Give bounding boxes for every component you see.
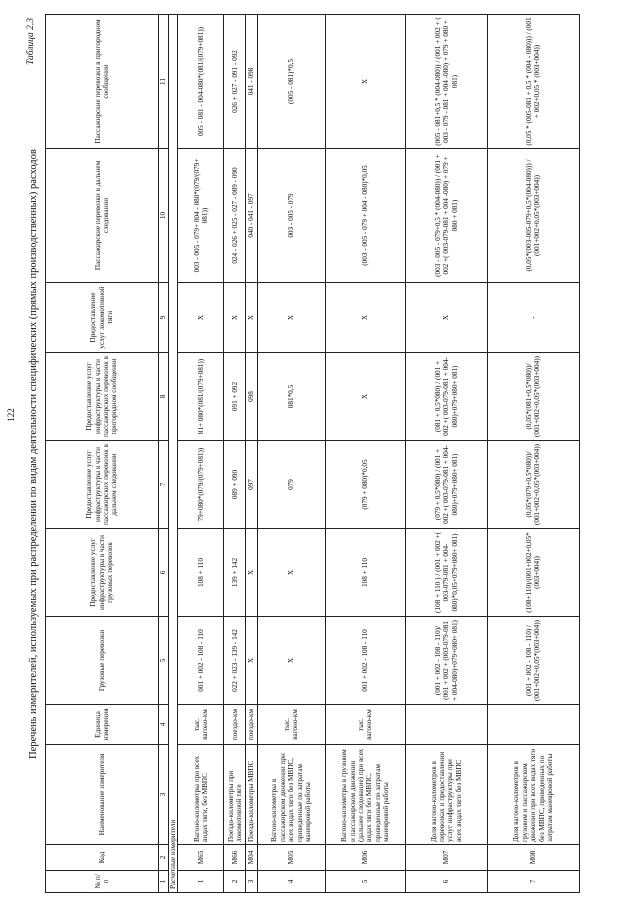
cell-infra-freight: X bbox=[246, 529, 257, 617]
row-measure-name: Доля вагоно-километров в перевозках и предоставлении услуг инфраструктуры при всех видах тяги без МВПС bbox=[405, 745, 487, 845]
header-cell: № п/п bbox=[46, 871, 159, 893]
column-number: 11 bbox=[159, 15, 169, 149]
table-row bbox=[257, 15, 325, 893]
row-number: 7 bbox=[487, 871, 579, 893]
header-cell: Предоставление услуг инфраструктуры в части пассажирских перевозок в пригородном сообщении bbox=[46, 353, 159, 441]
column-number: 9 bbox=[159, 283, 169, 353]
table-caption: Перечень измерителей, используемых при распределении по видам деятельности специфических (прямых производственных) расходов bbox=[28, 149, 39, 759]
row-code: М65 bbox=[178, 845, 224, 871]
cell-infra-suburban: 81+ 080*(081/(079+081)) bbox=[178, 353, 224, 441]
row-unit: тыс. вагоно-км bbox=[325, 705, 405, 745]
column-number: 4 bbox=[159, 705, 169, 745]
column-number: 5 bbox=[159, 617, 169, 705]
cell-locomotive: X bbox=[246, 283, 257, 353]
cell-infra-freight: X bbox=[257, 529, 325, 617]
cell-infra-freight: 139 + 142 bbox=[224, 529, 246, 617]
column-number: 3 bbox=[159, 745, 169, 845]
column-number: 6 bbox=[159, 529, 169, 617]
row-measure-name: Вагоно-километры в пассажирском движении при всех видах тяги без МВПС, приведенные по затратам маневровой работы bbox=[257, 745, 325, 845]
cell-infra-freight: 108 + 110 bbox=[178, 529, 224, 617]
cell-infra-suburban: (0,05*(081+0,5*080))/ (001+002+0,05*(003+004)) bbox=[487, 353, 579, 441]
header-cell: Предоставление услуг инфраструктуры в части пассажирских перевозок в дальнем следовании bbox=[46, 441, 159, 529]
header-cell: Предоставление услуг инфраструктуры в части грузовых перевозок bbox=[46, 529, 159, 617]
header-cell: Единица измерения bbox=[46, 705, 159, 745]
cell-freight: X bbox=[246, 617, 257, 705]
row-code: М05 bbox=[257, 845, 325, 871]
table-row bbox=[325, 15, 405, 893]
column-number: 1 bbox=[159, 871, 169, 893]
row-unit: тыс. вагоно-км bbox=[178, 705, 224, 745]
cell-freight: 001 + 002 - 108 - 110 bbox=[178, 617, 224, 705]
cell-freight: 022 + 023 - 139 - 142 bbox=[224, 617, 246, 705]
row-code: М08 bbox=[487, 845, 579, 871]
table-label: Таблица 2.3 bbox=[26, 18, 36, 65]
row-measure-name: Вагоно-километры при всех видах тяги, без МВПС bbox=[178, 745, 224, 845]
measures-table bbox=[45, 14, 580, 893]
row-unit: тыс. вагоно-км bbox=[257, 705, 325, 745]
row-code: М04 bbox=[246, 845, 257, 871]
cell-pass-suburban: (005 - 081)*0,5 bbox=[257, 15, 325, 149]
cell-infra-freight: 108 + 110 bbox=[325, 529, 405, 617]
cell-pass-suburban: (005 - 081+0,5 * (004-080)) / (001 + 002 + ( 003 - 079 - 081 + 004 -080) + 079 + 080 + 081) bbox=[405, 15, 487, 149]
column-number: 2 bbox=[159, 845, 169, 871]
header-cell: Пассажирские перевозки в дальнем следовании bbox=[46, 149, 159, 283]
cell-infra-long-distance: 097 bbox=[246, 441, 257, 529]
cell-locomotive: X bbox=[224, 283, 246, 353]
cell-pass-suburban: 041 - 098 bbox=[246, 15, 257, 149]
cell-pass-suburban: (0,05 * (005-081 + 0,5 * (004 - 080))) / (001 + 002+0,05 * (003+004)) bbox=[487, 15, 579, 149]
row-number: 6 bbox=[405, 871, 487, 893]
cell-pass-long-distance: (0,05*(003-005-079+0,5*(004-080))) / (001+002+0,05*(003+004)) bbox=[487, 149, 579, 283]
cell-infra-suburban: 081*0,5 bbox=[257, 353, 325, 441]
cell-infra-suburban: 098 bbox=[246, 353, 257, 441]
section-row bbox=[169, 15, 178, 893]
cell-infra-long-distance: 089 + 090 bbox=[224, 441, 246, 529]
table-row bbox=[405, 15, 487, 893]
row-measure-name: Вагоно-километры в грузовом и пассажирском движении (дальнее следование) при всех видах тяги без МВПС, приведенные по затратам маневровой работы bbox=[325, 745, 405, 845]
header-cell: Грузовые перевозки bbox=[46, 617, 159, 705]
cell-infra-long-distance: 079 bbox=[257, 441, 325, 529]
row-code: М07 bbox=[405, 845, 487, 871]
row-unit: поездо-км bbox=[246, 705, 257, 745]
row-measure-name: Доля вагоно-километров в грузовом и пассажирском движении при всех видах тяги без МВПС, приведенных по затратам маневровой работы bbox=[487, 745, 579, 845]
row-unit bbox=[487, 705, 579, 745]
header-cell: Код bbox=[46, 845, 159, 871]
cell-freight: (001 + 002 - 108 - 110)/ (001 + 002 + (003-079-081 + 004-080)+079+080+ 081) bbox=[405, 617, 487, 705]
cell-locomotive: X bbox=[405, 283, 487, 353]
row-number: 4 bbox=[257, 871, 325, 893]
row-unit bbox=[405, 705, 487, 745]
cell-infra-long-distance: 79+080*(079/(079+081)) bbox=[178, 441, 224, 529]
cell-locomotive: X bbox=[325, 283, 405, 353]
row-code: М66 bbox=[224, 845, 246, 871]
cell-freight: X bbox=[257, 617, 325, 705]
column-number: 8 bbox=[159, 353, 169, 441]
cell-freight: 001 + 002 - 108 - 110 bbox=[325, 617, 405, 705]
cell-pass-suburban: 026 + 027 - 091 - 092 bbox=[224, 15, 246, 149]
header-row bbox=[46, 15, 159, 893]
cell-pass-long-distance: 040 - 041 - 097 bbox=[246, 149, 257, 283]
cell-pass-long-distance: 003 - 005 - 079 bbox=[257, 149, 325, 283]
table-row bbox=[487, 15, 579, 893]
header-cell: Предоставление услуг локомотивной тяги bbox=[46, 283, 159, 353]
cell-infra-suburban: 091 + 092 bbox=[224, 353, 246, 441]
table-row bbox=[178, 15, 224, 893]
row-measure-name: Поездо-километры МВПС bbox=[246, 745, 257, 845]
row-number: 3 bbox=[246, 871, 257, 893]
cell-freight: (001 + 002 - 108 - 110) / (001+002+0,05*(003+004)) bbox=[487, 617, 579, 705]
cell-infra-freight: (108 + 110 ) / (001 + 002 +( 003-079-081 + 004-080)*0,05+079+080+ 081) bbox=[405, 529, 487, 617]
column-number: 7 bbox=[159, 441, 169, 529]
cell-pass-suburban: X bbox=[325, 15, 405, 149]
cell-pass-long-distance: (003 - 005 - 079+0,5 * (004-080)) / (001 + 002 +( 003-079-081 + 004 -080) + 079 + 080 + 081) bbox=[405, 149, 487, 283]
cell-infra-long-distance: (079 + 080)*0,05 bbox=[325, 441, 405, 529]
section-label: Расчетные измерители bbox=[169, 15, 178, 893]
header-cell: Пассажирские перевозки в пригородном сообщении bbox=[46, 15, 159, 149]
table-row bbox=[224, 15, 246, 893]
column-number-row bbox=[159, 15, 169, 893]
row-unit: поездо-км bbox=[224, 705, 246, 745]
row-number: 2 bbox=[224, 871, 246, 893]
cell-pass-long-distance: 024 - 026 + 025 - 027 - 089 - 090 bbox=[224, 149, 246, 283]
cell-pass-long-distance: (003 - 005 - 079 + 004 - 080)*0,05 bbox=[325, 149, 405, 283]
cell-locomotive: - bbox=[487, 283, 579, 353]
cell-locomotive: X bbox=[178, 283, 224, 353]
header-cell: Наименование измерителя bbox=[46, 745, 159, 845]
row-code: М06 bbox=[325, 845, 405, 871]
cell-infra-suburban: (081 + 0,5*080) / (001 + 002 +( 003-079-081 + 004-080)+079+080+ 081) bbox=[405, 353, 487, 441]
column-number: 10 bbox=[159, 149, 169, 283]
table-row bbox=[246, 15, 257, 893]
cell-locomotive: X bbox=[257, 283, 325, 353]
cell-pass-suburban: 005 - 081 - 004-080*(081/(079+081)) bbox=[178, 15, 224, 149]
page-number: 122 bbox=[6, 408, 16, 422]
cell-infra-freight: (108+110)/(001+002+0,05*(003+004)) bbox=[487, 529, 579, 617]
cell-infra-suburban: X bbox=[325, 353, 405, 441]
cell-pass-long-distance: 003 - 005 - 079+ 004 - 080*(079/(079+ 081)) bbox=[178, 149, 224, 283]
cell-infra-long-distance: (0,05*(079+0,5*080))/ (001+002+0,05*(003+004)) bbox=[487, 441, 579, 529]
row-number: 5 bbox=[325, 871, 405, 893]
row-number: 1 bbox=[178, 871, 224, 893]
cell-infra-long-distance: (079 + 0,5*080) / (001 + 002 +( 003-079-081 + 004-080)+079+080+ 081) bbox=[405, 441, 487, 529]
row-measure-name: Поездо-километры при локомотивной тяге bbox=[224, 745, 246, 845]
